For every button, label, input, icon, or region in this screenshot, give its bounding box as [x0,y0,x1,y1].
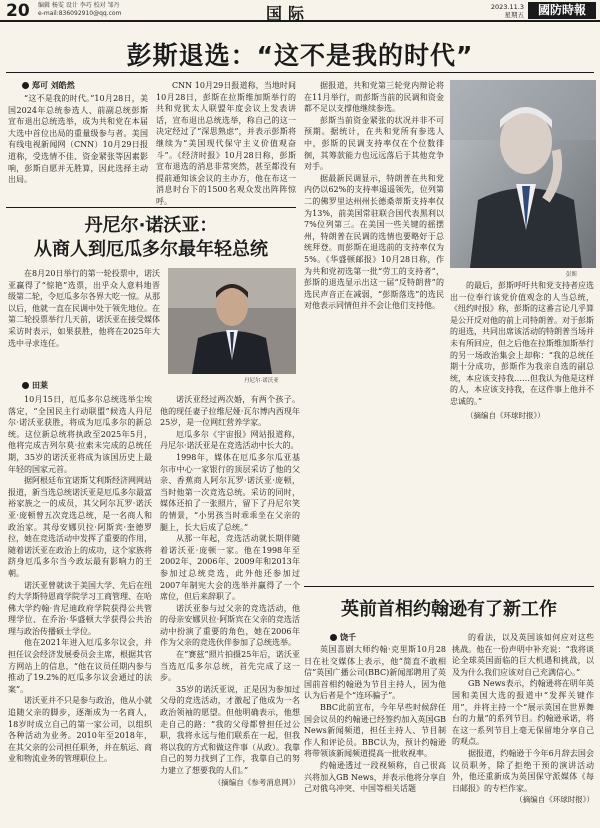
byline-pence [22,80,75,91]
byline-dot-icon [330,634,337,641]
masthead [0,0,600,22]
headline-johnson: 英前首相约翰逊有了新工作 [341,599,557,620]
paragraph: 他在2021年进入厄瓜多尔议会，并担任议会经济发展委员会主席，根据其官方网站上的信息，“他在议员任期内参与推动了19.2%的厄瓜多尔议会通过的法案”。 [8,638,152,694]
paragraph: GB News表示，约翰逊将在明年英国和美国大选的报道中“发挥关键作用”，并将主持一个“展示英国在世界舞台的力量”的系列节目。约翰逊承诺，将在这一系列节目上毫无保留地分享自己的观点。 [452,679,594,747]
paragraph: 约翰逊透过一段视频称，自己很高兴将加入GB News，并表示他将分享自己对俄乌冲突、中国等相关话题 [304,760,446,794]
newspaper-logo: 國防時報 [528,2,596,19]
johnson-col-1 [304,644,446,824]
pence-portrait-icon [450,80,596,268]
paragraph: 10月15日，厄瓜多尔总统选举尘埃落定，“全国民主行动联盟”候选人丹尼尔·诺沃亚获胜，将成为厄瓜多尔的新总统。这位新总统将执政至2025年5月，他将完成吉列尔莫·拉索未完成的总统任期，35岁的诺沃亚将成为该国历史上最年轻的国家元首。 [8,395,152,474]
byline-johnson [330,632,356,643]
byline-dot-icon [22,382,29,389]
byline-text: 郑可 刘皓然 [32,81,75,90]
noboa-col-top [8,268,160,376]
weekday: 星期五 [504,11,524,19]
pence-col-3 [304,80,444,480]
paragraph [452,794,594,806]
paragraph: 据报道，约翰逊于今年6月辞去国会议员职务，除了拒绝干预的演讲活动外，他还重新成为英国保守派媒体《每日邮报》的专栏作家。 [452,748,594,793]
paragraph [450,410,594,422]
paragraph: 在“赛兹”照片拍摄25年后，诺沃亚当选厄瓜多尔总统，首先完成了这一步。 [160,650,300,683]
editor-email: e-mail:836092910@qq.com [38,10,122,17]
section-name: 国际 [266,4,311,23]
paragraph: 从那一年起，竞选活动就长期伴随着诺沃亚·庞顿一家。他在1998年至2002年、2006年、2009年和2013年参加过总统竞选，此外他还参加过2007年制宪大会的选举并赢得了一个席位，但后来辞职了。 [160,534,300,602]
paragraph [160,777,300,789]
section-divider [6,207,296,208]
paragraph: 的最后，彭斯呼吁共和党支持者应选出一位奉行该党价值观念的人当总统，《纽约时报》称，彭斯的这番言论几乎算是公开反对他的前上司特朗普。对于彭斯的退选，共同出席该活动的特朗普当场并未有所回应，但之后他在拉斯维加斯举行的另一场政治集会上却称：“我的总统任期十分成功，彭斯作为我亲自选的副总统，本应该支持我……但我认为他是这样的人，本应该支持我，在这件事上他并不忠诚的。” [450,281,594,406]
sign-off: （摘编自《环球时报》） [515,795,594,805]
pence-photo-credit: 彭斯 [566,272,578,278]
pence-col-1 [8,93,148,201]
paragraph: 据阿根廷布宜诺斯艾利斯经济网网站报道，新当选总统诺沃亚是厄瓜多尔最富裕家族之一的成员，其父阿尔瓦罗·诺沃亚·庞顿曾五次竞选总统，是一名商人和政治家。其母安娜贝拉·阿斯宾·奎德罗拉，她在竞选活动中发挥了重要的作用，随着诺沃亚在政治上的成功，这个家族将跻身厄瓜多尔当今政坛最有影响力的王朝。 [8,476,152,578]
johnson-col-2 [452,632,594,824]
section-divider [304,586,594,587]
paragraph: 据最新民调显示，特朗普在共和党内仍以62%的支持率遥遥领先，位列第二的佛罗里达州州长德桑蒂斯支持率仅为13%，前美国常驻联合国代表黑利以7%位列第三。在美国一些关键的摇摆州，特朗普在民调的选情也要略好于总统拜登。而彭斯在退选前的支持率仅为5%。《华盛顿邮报》10月28日称，作为共和党初选第一批“劳工的支持者”，彭斯的退选显示出这一届“反特朗普”的选民声音正在减弱，“彭斯落选”的选民对他表示同情但并不会让他们支持他。 [304,173,444,311]
paragraph: 的看法，以及英国该如何应对这些挑战。他在一份声明中补充说：“我将谈论全球英国面临的巨大机遇和挑战，以及为什么我们应该对自己充满信心。” [452,633,594,677]
paragraph: 厄瓜多尔《宇宙报》网站报道称，丹尼尔·诺沃亚是在竞选活动中长大的。 [160,429,300,451]
sign-off: （摘编自《参考消息网》） [213,777,300,787]
paragraph: 诺沃亚经过两次婚，有两个孩子。他的现任妻子拉维尼娅·瓦尔博内西现年25岁，是一位网红营养学家。 [160,395,300,428]
pence-col-4 [450,280,594,582]
paragraph: 诺沃亚参与过父亲的竞选活动，他的母亲安娜贝拉·阿斯宾在父亲的竞选活动中扮演了重要的角色，她在2006年作为父亲的竞选伙伴参加了总统选举。 [160,603,300,648]
noboa-col-2 [160,394,300,824]
headline-noboa [6,214,296,262]
headline-line-2: 从商人到厄瓜多尔最年轻总统 [34,239,268,260]
paragraph: BBC此前宣布，今年早些时候辞任国会议员的约翰逊已经签约加入英国GB News新闻频道，担任主持人、节目制作人和评论员。BBC认为，预计约翰逊将带领该新闻频道提高一批收视率。 [304,702,446,759]
pence-col-2 [156,80,296,206]
paragraph: 诺沃亚并不只是参与政治，他从小就追随父亲的脚步，逐渐成为一名商人，18岁时成立自己的第一家公司，以组织各种活动为业务。2010年至2018年，在其父亲的公司担任职务，并在航运、商业和物流业务的管理职位上。 [8,696,152,764]
noboa-portrait-icon [168,268,296,374]
headline-divider [6,72,594,73]
noboa-col-1 [8,394,152,824]
editors-info [38,2,121,18]
byline-text: 饶千 [340,633,356,642]
pence-photo [450,80,596,268]
date-value: 2023.11.3 [490,3,524,11]
headline-pence: 彭斯退选：“这不是我的时代” [126,41,474,70]
paragraph: 在8月20日举行的第一轮投票中，诺沃亚赢得了“惊艳”选票，出乎众人意料地晋级第二轮，令厄瓜多尔各界大吃一惊。从那以后，他就一直在民调中处于领先地位。在第二轮投票举行几天前，诺沃亚在接受媒体采访时表示，如果获胜，他将在2025年大选中寻求连任。 [8,269,160,348]
noboa-photo [168,268,296,374]
headline-line-1: 丹尼尔·诺沃亚： [84,215,218,236]
paragraph: 诺沃亚曾就读于美国大学、先后在纽约大学斯特恩商学院学习工商管理、在哈佛大学约翰·肯尼迪政府学院获得公共管理学位、在乔治·华盛顿大学获得公共治理与政治传播硕士学位。 [8,580,152,636]
paragraph: CNN 10月29日报道称，当地时间10月28日，彭斯在拉斯维加斯举行的共和党犹太人联盟年度会议上发表讲话，宣布退出总统选举，称自己的这一决定经过了“深思熟虑”，并表示彭斯将继续为“美国现代保守主义价值观奋斗”。《经济时报》10月28日称，彭斯宣布退选的消息非常突然，甚至都没有提前通知该会议的主办方，他在布这一消息时台下的1500名观众发出阵阵惊呼。 [156,81,296,206]
editors-line: 编辑 杨雯 设计 李巧 校对 邹丹 [38,2,120,9]
byline-text: 田莱 [32,381,48,390]
paragraph: “这不是我的时代。”10月28日，美国2024年总统参选人、前副总统彭斯宣布退出总统选举，成为共和党在本届大选中首位出局的重量级参与者。美国有线电视新闻网（CNN）10月29日报道称，受选情不佳、资金紧张等因素影响，彭斯自愿并无胜算，因此选择主动出局。 [8,94,148,185]
paragraph: 据报道，共和党第三轮党内辩论将在11月举行，而彭斯当前的民调和资金都不足以支撑他继续参选。 [304,81,444,114]
paragraph: 1998年，媒体在厄瓜多尔瓜亚基尔市中心一家银行的顶层采访了他的父亲、香蕉商人阿尔瓦罗·诺沃亚·庞顿，当时他第一次竞选总统。采访的同时，媒体还拍了一张照片，留下了丹尼尔笑的情景，“小男孩当时乖乖坐在父亲的腿上，长大后成了总统。” [160,452,300,532]
byline-noboa [22,380,48,391]
sign-off: （摘编自《环球时报》） [466,410,545,420]
byline-dot-icon [22,82,29,89]
paragraph: 35岁的诺沃亚说，正是因为参加过父母的竞选活动，才激起了他成为一名政治领袖的愿望。但他明确表示，他想走自己的路：“我的父母都曾担任过公职，我将永远与他们联系在一起，但我将以我的方式和做这件事（从政）。我靠自己的努力找到了工作，我靠自己的努力建立了想要我的人们。” [160,684,300,775]
paragraph: 英国喜剧大师约翰·克里斯10月28日在社交媒体上表示，他“简直不敢相信”英国广播公司(BBC)新闻部聘用了英国前首相约翰逊为节目主持人，因为他认为后者是个“连环骗子”。 [304,645,446,701]
paragraph: 彭斯当前资金紧张的状况并非不可预期。据统计，在共和党所有参选人中，彭斯的民调支持率仅在个位数徘徊，其筹款能力也远远落后于其他竞争对手。 [304,115,444,172]
page-number: 20 [6,1,30,21]
noboa-photo-caption: 丹尼尔·诺沃亚 [244,378,279,384]
issue-date [478,3,524,19]
